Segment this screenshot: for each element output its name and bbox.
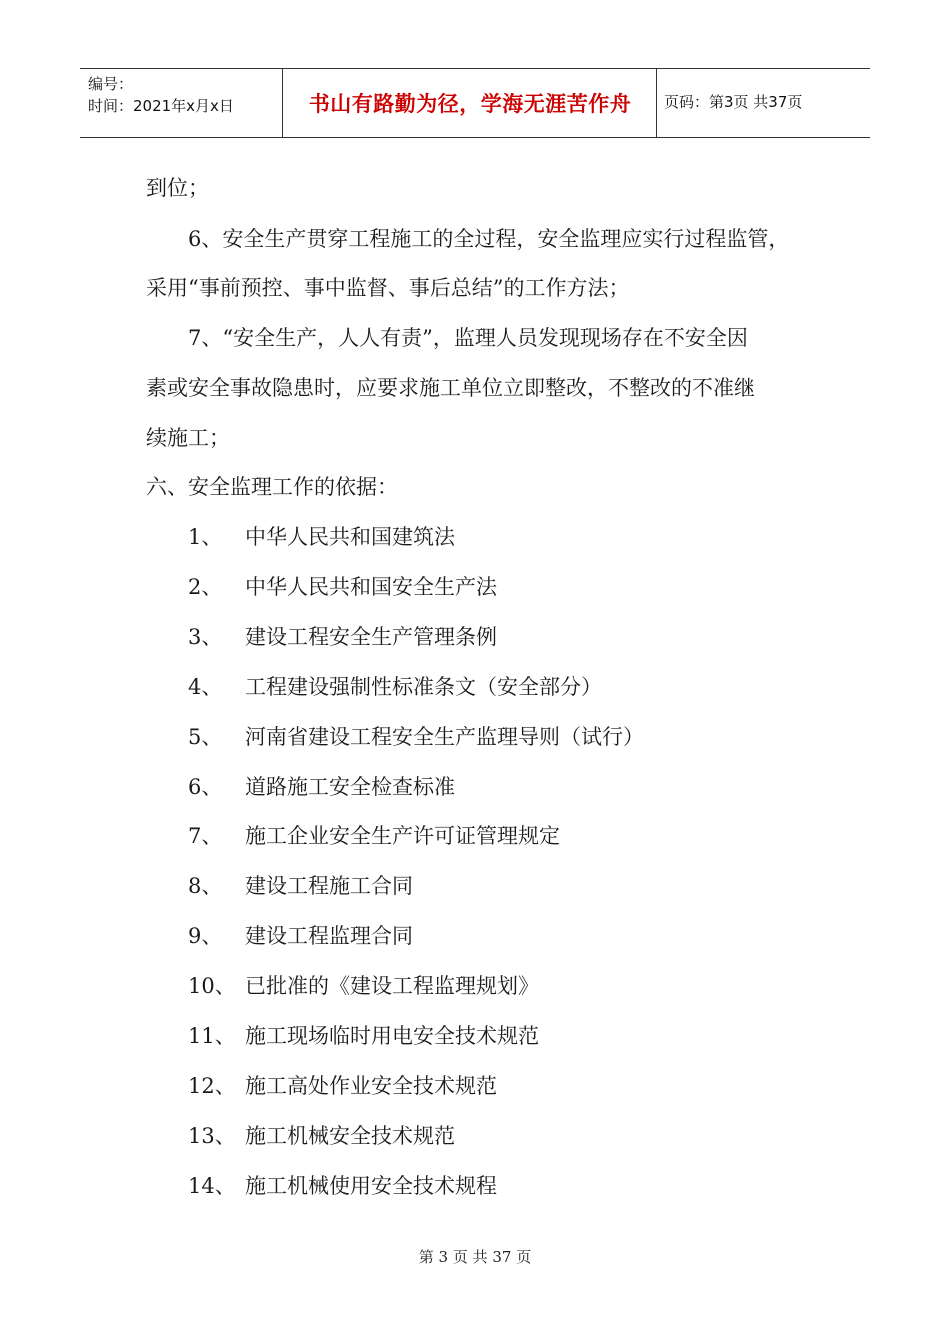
list-item-text: 道路施工安全检查标准 <box>245 775 455 799</box>
list-item-number: 2、 <box>188 575 223 599</box>
page-footer: 第 3 页 共 37 页 <box>418 1248 532 1266</box>
paragraph-line: 采用“事前预控、事中监督、事后总结”的工作方法； <box>146 276 630 300</box>
list-item-number: 14、 <box>188 1174 236 1198</box>
header-divider <box>656 69 657 137</box>
list-item-text: 施工机械使用安全技术规程 <box>245 1174 497 1198</box>
header-motto: 书山有路勤为径，学海无涯苦作舟 <box>308 92 632 116</box>
header-meta <box>88 73 278 117</box>
paragraph-line: 7、“安全生产，人人有责”，监理人员发现现场存在不安全因 <box>188 326 748 350</box>
list-item-number: 12、 <box>188 1074 236 1098</box>
paragraph-line: 素或安全事故隐患时，应要求施工单位立即整改，不整改的不准继 <box>146 376 755 400</box>
list-item-text: 施工机械安全技术规范 <box>245 1124 455 1148</box>
list-item-number: 6、 <box>188 775 223 799</box>
list-item-text: 工程建设强制性标准条文（安全部分） <box>245 675 602 699</box>
document-time: 时间：2021年x月x日 <box>88 97 234 115</box>
list-item-number: 1、 <box>188 525 223 549</box>
paragraph-line: 到位； <box>146 176 209 200</box>
list-item-text: 中华人民共和国建筑法 <box>245 525 455 549</box>
header-divider <box>282 69 283 137</box>
list-item-text: 中华人民共和国安全生产法 <box>245 575 497 599</box>
list-item-text: 施工现场临时用电安全技术规范 <box>245 1024 539 1048</box>
section-heading: 六、安全监理工作的依据： <box>146 475 398 499</box>
list-item-number: 4、 <box>188 675 223 699</box>
list-item-text: 建设工程安全生产管理条例 <box>245 625 497 649</box>
list-item-number: 3、 <box>188 625 223 649</box>
list-item-number: 9、 <box>188 924 223 948</box>
paragraph-line: 续施工； <box>146 426 230 450</box>
list-item-text: 施工企业安全生产许可证管理规定 <box>245 824 560 848</box>
list-item-text: 河南省建设工程安全生产监理导则（试行） <box>245 725 644 749</box>
list-item-text: 建设工程施工合同 <box>245 874 413 898</box>
list-item-number: 11、 <box>188 1024 236 1048</box>
list-item-text: 建设工程监理合同 <box>245 924 413 948</box>
list-item-text: 已批准的《建设工程监理规划》 <box>245 974 539 998</box>
list-item-number: 8、 <box>188 874 223 898</box>
list-item-number: 5、 <box>188 725 223 749</box>
header-page-info: 页码：第3页 共37页 <box>664 93 803 111</box>
page-header <box>80 68 870 138</box>
list-item-text: 施工高处作业安全技术规范 <box>245 1074 497 1098</box>
paragraph-line: 6、安全生产贯穿工程施工的全过程，安全监理应实行过程监管， <box>188 227 790 251</box>
list-item-number: 10、 <box>188 974 236 998</box>
list-item-number: 7、 <box>188 824 223 848</box>
document-code-label: 编号： <box>88 75 134 93</box>
list-item-number: 13、 <box>188 1124 236 1148</box>
